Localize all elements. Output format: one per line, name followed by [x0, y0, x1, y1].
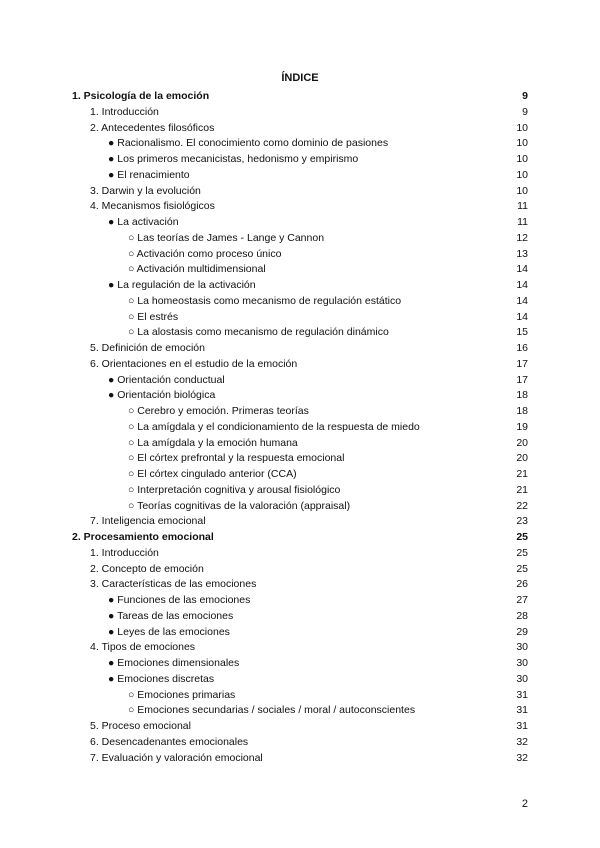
toc-entry-text: ○ Cerebro y emoción. Primeras teorías — [128, 405, 309, 417]
toc-entry-text: 4. Mecanismos fisiológicos — [90, 200, 215, 213]
toc-entry — [0, 247, 600, 263]
toc-entry-page: 25 — [516, 531, 528, 543]
toc-entry-text: ● La activación — [108, 216, 179, 228]
toc-entry-text: ● Tareas de las emociones — [108, 609, 234, 622]
toc-entry — [0, 719, 600, 735]
toc-entry-text: ○ El estrés — [128, 310, 179, 323]
toc-entry — [0, 341, 600, 357]
toc-entry-page: 10 — [516, 153, 528, 165]
toc-entry-page: 14 — [516, 294, 528, 307]
toc-entry-page: 19 — [516, 420, 528, 433]
toc-entry-page: 31 — [516, 704, 528, 717]
toc-entry-page: 25 — [516, 546, 528, 559]
toc-entry-page: 28 — [516, 609, 528, 622]
toc-entry-page: 30 — [516, 641, 528, 654]
toc-entry — [0, 373, 600, 389]
toc-entry-text: ● Racionalismo. El conocimiento como dominio de pasiones — [108, 137, 389, 150]
toc-entry — [0, 688, 600, 704]
toc-entry-text: ○ La amígdala y el condicionamiento de la respuesta de miedo — [128, 420, 420, 433]
toc-entry — [0, 325, 600, 341]
toc-entry — [0, 278, 600, 294]
toc-entry — [0, 121, 600, 137]
toc-entry-text: 3. Darwin y la evolución — [90, 184, 201, 197]
toc-entry-text: ○ Las teorías de James - Lange y Cannon — [128, 231, 325, 244]
toc-entry-page: 14 — [516, 279, 528, 291]
toc-entry-page: 30 — [516, 672, 528, 685]
toc-entry-text: 7. Inteligencia emocional — [90, 515, 206, 528]
toc-entry-page: 20 — [516, 452, 528, 465]
toc-entry — [0, 625, 600, 641]
toc-entry-page: 11 — [517, 216, 528, 228]
toc-entry — [0, 357, 600, 373]
toc-entry-text: 5. Proceso emocional — [90, 720, 191, 732]
toc-entry — [0, 546, 600, 562]
toc-entry-page: 9 — [522, 90, 528, 102]
toc-entry — [0, 640, 600, 656]
toc-entry-page: 21 — [516, 468, 528, 480]
toc-entry-page: 10 — [516, 137, 528, 150]
toc-entry-page: 31 — [516, 720, 528, 732]
toc-entry-page: 9 — [522, 105, 528, 118]
toc-entry-page: 12 — [516, 231, 528, 244]
toc-entry-text: 4. Tipos de emociones — [90, 641, 196, 654]
toc-entry-text: 2. Concepto de emoción — [90, 562, 204, 575]
toc-entry-text: ○ Emociones primarias — [128, 688, 236, 701]
toc-entry-page: 29 — [516, 625, 528, 638]
toc-entry-page: 23 — [516, 515, 528, 528]
toc-entry — [0, 404, 600, 420]
toc-entry-page: 31 — [516, 688, 528, 701]
toc-entry-text: ○ El córtex cingulado anterior (CCA) — [128, 468, 297, 480]
table-of-contents — [0, 89, 600, 766]
toc-entry-text: ○ Interpretación cognitiva y arousal fisiológico — [128, 483, 341, 496]
toc-entry-page: 10 — [516, 121, 528, 134]
toc-entry — [0, 703, 600, 719]
page-number: 2 — [521, 798, 528, 810]
toc-entry-page: 15 — [516, 326, 528, 339]
toc-entry-text: ○ El córtex prefrontal y la respuesta emocional — [128, 452, 345, 465]
toc-entry-text: ● Leyes de las emociones — [108, 625, 230, 638]
toc-entry — [0, 199, 600, 215]
toc-entry — [0, 215, 600, 231]
toc-entry-text: 2. Antecedentes filosóficos — [90, 121, 215, 134]
toc-entry — [0, 514, 600, 530]
toc-entry-page: 17 — [516, 357, 528, 370]
toc-entry-text: 1. Introducción — [90, 546, 159, 559]
toc-entry — [0, 136, 600, 152]
toc-entry — [0, 483, 600, 499]
toc-entry-page: 22 — [516, 499, 528, 512]
toc-entry — [0, 735, 600, 751]
toc-entry — [0, 593, 600, 609]
toc-entry-text: ● El renacimiento — [108, 168, 190, 181]
toc-entry-text: ● Emociones discretas — [108, 672, 215, 685]
toc-entry — [0, 262, 600, 278]
toc-entry-text: ● Emociones dimensionales — [108, 657, 240, 669]
toc-entry-page: 21 — [516, 483, 528, 496]
toc-entry — [0, 152, 600, 168]
toc-entry — [0, 656, 600, 672]
toc-entry-text: ○ Teorías cognitivas de la valoración (appraisal) — [128, 499, 351, 512]
toc-entry — [0, 231, 600, 247]
toc-entry — [0, 562, 600, 578]
toc-entry-page: 25 — [516, 562, 528, 575]
toc-entry — [0, 672, 600, 688]
toc-entry — [0, 577, 600, 593]
toc-entry-text: 5. Definición de emoción — [90, 342, 205, 354]
toc-entry — [0, 310, 600, 326]
toc-entry-text: ○ Activación como proceso único — [128, 247, 282, 260]
toc-entry — [0, 436, 600, 452]
toc-entry — [0, 467, 600, 483]
toc-entry — [0, 451, 600, 467]
toc-entry-text: 1. Introducción — [90, 105, 159, 118]
toc-entry — [0, 388, 600, 404]
toc-entry-text: ● Orientación biológica — [108, 389, 216, 402]
toc-entry — [0, 184, 600, 200]
toc-entry-page: 18 — [516, 389, 528, 402]
toc-entry-text: ○ Activación multidimensional — [128, 263, 266, 276]
toc-entry-page: 30 — [516, 657, 528, 669]
toc-entry — [0, 294, 600, 310]
toc-chapter — [0, 89, 600, 105]
toc-entry-page: 14 — [516, 310, 528, 323]
toc-entry-page: 10 — [516, 184, 528, 197]
toc-entry — [0, 751, 600, 767]
toc-entry-text: 6. Desencadenantes emocionales — [90, 735, 249, 748]
toc-entry-text: ○ La homeostasis como mecanismo de regulación estático — [128, 294, 402, 307]
toc-entry-page: 32 — [516, 735, 528, 748]
toc-entry-text: 1. Psicología de la emoción — [72, 90, 210, 102]
toc-entry — [0, 499, 600, 515]
toc-entry-text: 7. Evaluación y valoración emocional — [90, 751, 263, 764]
toc-entry — [0, 420, 600, 436]
toc-entry-page: 20 — [516, 436, 528, 449]
toc-entry-text: ○ La alostasis como mecanismo de regulación dinámico — [128, 326, 389, 339]
toc-entry — [0, 168, 600, 184]
toc-entry-page: 26 — [516, 578, 528, 591]
toc-entry-page: 16 — [516, 342, 528, 354]
page-title: ÍNDICE — [281, 72, 319, 84]
toc-entry — [0, 609, 600, 625]
toc-entry-page: 14 — [516, 263, 528, 276]
toc-entry-text: ● Funciones de las emociones — [108, 594, 251, 606]
toc-entry — [0, 105, 600, 121]
toc-entry-page: 13 — [516, 247, 528, 260]
toc-entry-page: 18 — [516, 405, 528, 417]
toc-entry-page: 27 — [516, 594, 528, 606]
toc-entry-text: ○ La amígdala y la emoción humana — [128, 436, 298, 449]
toc-entry-text: ● Los primeros mecanicistas, hedonismo y empirismo — [108, 153, 359, 165]
toc-entry-text: 2. Procesamiento emocional — [72, 531, 214, 543]
toc-chapter — [0, 530, 600, 546]
toc-entry-page: 32 — [516, 751, 528, 764]
toc-entry-text: ● Orientación conductual — [108, 373, 225, 386]
toc-entry-text: 3. Características de las emociones — [90, 578, 257, 591]
toc-entry-text: ○ Emociones secundarias / sociales / moral / autoconscientes — [128, 704, 416, 717]
toc-entry-text: ● La regulación de la activación — [108, 279, 256, 291]
toc-entry-page: 10 — [516, 168, 528, 181]
toc-entry-text: 6. Orientaciones en el estudio de la emoción — [90, 357, 298, 370]
toc-entry-page: 11 — [517, 200, 528, 213]
toc-entry-page: 17 — [516, 373, 528, 386]
